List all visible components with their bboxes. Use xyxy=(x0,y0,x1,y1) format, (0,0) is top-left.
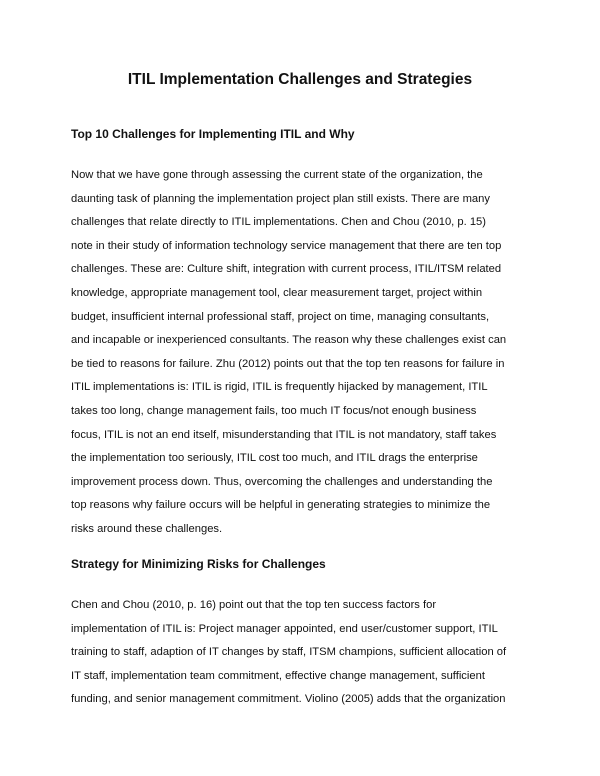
paragraph-line: note in their study of information technology service management that there are ten top xyxy=(71,239,502,252)
paragraph-line: the implementation too seriously, ITIL cost too much, and ITIL drags the enterprise xyxy=(71,452,478,465)
paragraph-line: training to staff, adaption of IT changes by staff, ITSM champions, sufficient allocation of xyxy=(71,646,507,659)
paragraph-strategy xyxy=(71,597,506,715)
paragraph-line: risks around these challenges. xyxy=(71,522,223,535)
paragraph-line: challenges that relate directly to ITIL implementations. Chen and Chou (2010, p. 15) xyxy=(71,216,487,229)
paragraph-line: takes too long, change management fails, too much IT focus/not enough business xyxy=(71,404,477,417)
paragraph-line: focus, ITIL is not an end itself, misunderstanding that ITIL is not mandatory, staff takes xyxy=(71,428,497,441)
paragraph-line: be tied to reasons for failure. Zhu (2012) points out that the top ten reasons for failure in xyxy=(71,357,505,370)
document-title: ITIL Implementation Challenges and Strategies xyxy=(127,71,473,88)
paragraph-line: Now that we have gone through assessing the current state of the organization, the xyxy=(71,169,483,181)
paragraph-line: Chen and Chou (2010, p. 16) point out that the top ten success factors for xyxy=(71,599,437,611)
paragraph-line: implementation of ITIL is: Project manager appointed, end user/customer support, ITIL xyxy=(71,622,498,635)
paragraph-line: daunting task of planning the implementation project plan still exists. There are many xyxy=(71,192,490,205)
paragraph-line: improvement process down. Thus, overcoming the challenges and understanding the xyxy=(71,475,493,488)
paragraph-line: IT staff, implementation team commitment, effective change management, sufficient xyxy=(71,669,485,682)
section-heading-challenges: Top 10 Challenges for Implementing ITIL and Why xyxy=(71,127,355,141)
paragraph-challenges xyxy=(71,167,506,545)
paragraph-line: funding, and senior management commitment. Violino (2005) adds that the organization xyxy=(71,693,506,706)
paragraph-line: budget, insufficient internal professional staff, project on time, managing consultants, xyxy=(71,310,490,323)
paragraph-line: knowledge, appropriate management tool, clear measurement target, project within xyxy=(71,286,483,299)
paragraph-line: challenges. These are: Culture shift, integration with current process, ITIL/ITSM related xyxy=(71,263,502,276)
section-heading-strategy: Strategy for Minimizing Risks for Challenges xyxy=(71,557,326,571)
paragraph-line: top reasons why failure occurs will be helpful in generating strategies to minimize the xyxy=(71,499,491,512)
paragraph-line: and incapable or inexperienced consultants. The reason why these challenges exist can xyxy=(71,334,507,347)
paragraph-line: ITIL implementations is: ITIL is rigid, ITIL is frequently hijacked by management, ITIL xyxy=(71,381,488,394)
